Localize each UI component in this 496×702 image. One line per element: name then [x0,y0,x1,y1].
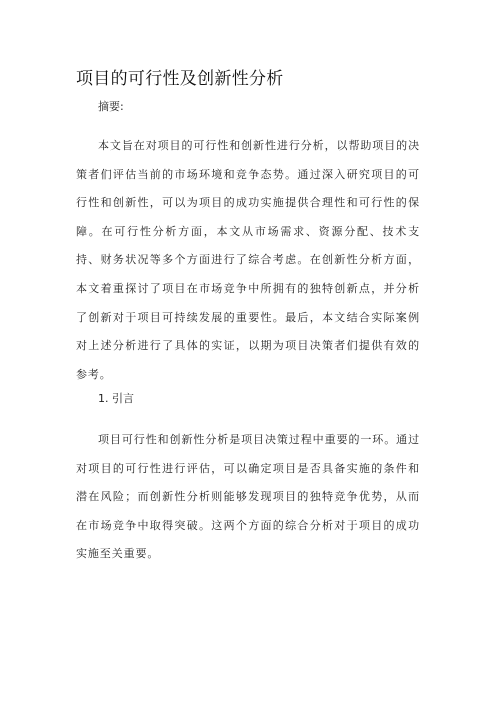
abstract-paragraph: 本文旨在对项目的可行性和创新性进行分析，以帮助项目的决策者们评估当前的市场环境和竞争态势。通过深入研究项目的可行性和创新性，可以为项目的成功实施提供合理性和可行性的保障。在可行性分析方面，本文从市场需求、资源分配、技术支持、财务状况等多个方面进行了综合考虑。在创新性分析方面，本文着重探讨了项目在市场竞争中所拥有的独特创新点，并分析了创新对于项目可持续发展的重要性。最后，本文结合实际案例对上述分析进行了具体的实证，以期为项目决策者们提供有效的参考。 [76,139,420,381]
introduction-paragraph: 项目可行性和创新性分析是项目决策过程中重要的一环。通过对项目的可行性进行评估，可以确定项目是否具备实施的条件和潜在风险；而创新性分析则能够发现项目的独特竞争优势，从而在市场竞争中取得突破。这两个方面的综合分析对于项目的成功实施至关重要。 [76,433,420,561]
section-heading-introduction: 1. 引言 [98,392,134,405]
abstract-label: 摘要: [98,100,124,113]
document-title: 项目的可行性及创新性分析 [76,69,284,89]
